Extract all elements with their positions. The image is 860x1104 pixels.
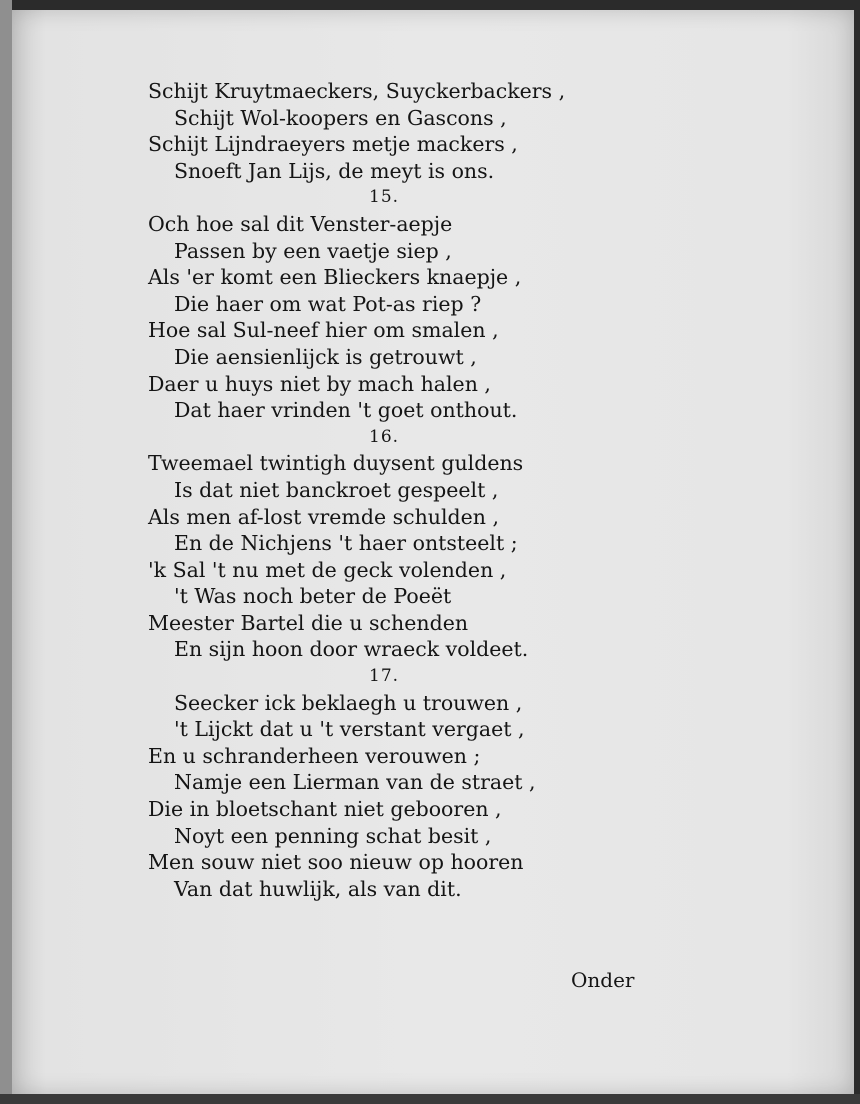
verse-line: Die aensienlijck is getrouwt ,	[174, 344, 477, 369]
verse-line: En de Nichjens 't haer ontsteelt ;	[174, 531, 518, 556]
stanza-number: 15.	[369, 187, 400, 208]
verse-line: Men souw niet soo nieuw op hooren	[148, 850, 524, 875]
catchword: Onder	[571, 968, 635, 992]
verse-line: Snoeft Jan Lijs, de meyt is ons.	[174, 158, 495, 183]
verse-line: Schijt Wol-koopers en Gascons ,	[174, 105, 507, 130]
verse-line: Seecker ick beklaegh u trouwen ,	[174, 690, 523, 715]
verse-line: Van dat huwlijk, als van dit.	[174, 876, 462, 901]
verse-line: Passen by een vaetje siep ,	[174, 238, 452, 263]
verse-line: Schijt Kruytmaeckers, Suyckerbackers ,	[148, 79, 566, 103]
verse-line: Namje een Lierman van de straet ,	[174, 770, 536, 795]
verse-line: En sijn hoon door wraeck voldeet.	[174, 637, 529, 662]
poem-text	[148, 78, 708, 902]
verse-line: Hoe sal Sul-neef hier om smalen ,	[148, 318, 499, 343]
verse-line: 't Lijckt dat u 't verstant vergaet ,	[174, 717, 525, 742]
stanza-number: 17.	[369, 666, 400, 687]
verse-line: 'k Sal 't nu met de geck volenden ,	[148, 557, 507, 582]
verse-line: Die haer om wat Pot-as riep ?	[174, 291, 482, 316]
verse-line: Schijt Lijndraeyers metje mackers ,	[148, 132, 518, 157]
verse-line: Is dat niet banckroet gespeelt ,	[174, 477, 499, 502]
verse-line: Als 'er komt een Blieckers knaepje ,	[148, 265, 522, 290]
verse-line: Meester Bartel die u schenden	[148, 610, 469, 635]
verse-line: 't Was noch beter de Poeët	[174, 584, 452, 609]
verse-line: En u schranderheen verouwen ;	[148, 743, 481, 768]
verse-line: Die in bloetschant niet gebooren ,	[148, 797, 502, 822]
scan-edge	[0, 0, 12, 1104]
verse-line: Daer u huys niet by mach halen ,	[148, 371, 491, 396]
verse-line: Och hoe sal dit Venster-aepje	[148, 211, 453, 236]
verse-line: Dat haer vrinden 't goet onthout.	[174, 398, 518, 423]
verse-line: Tweemael twintigh duysent guldens	[148, 451, 524, 476]
verse-line: Noyt een penning schat besit ,	[174, 823, 492, 848]
verse-line: Als men af-lost vremde schulden ,	[148, 504, 500, 529]
scan-edge-bottom	[0, 1094, 860, 1104]
stanza-number: 16.	[369, 426, 400, 447]
